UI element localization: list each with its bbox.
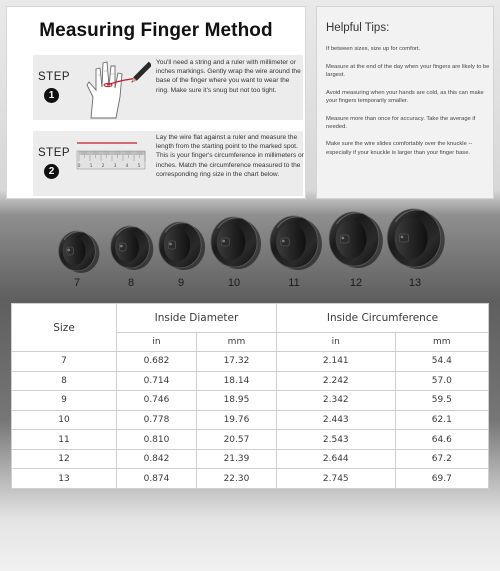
circumference-in-cell: 2.644 <box>276 449 395 469</box>
size-cell: 7 <box>12 352 117 372</box>
table-row <box>12 469 489 489</box>
circumference-mm-cell: 62.1 <box>395 410 488 430</box>
smart-ring-9 <box>159 222 205 270</box>
table-row <box>12 371 489 391</box>
circumference-in-cell: 2.443 <box>276 410 395 430</box>
size-cell: 12 <box>12 449 117 469</box>
step-2-row <box>33 131 303 196</box>
ring-size-label: 13 <box>408 277 422 289</box>
circumference-mm-cell: 64.6 <box>395 430 488 450</box>
tip-item: Make sure the wire slides comfortably over the knuckle --especially if your knuckle is larger than your finger base. <box>326 141 473 156</box>
tip-item: Measure at the end of the day when your fingers are likely to be largest. <box>326 63 490 78</box>
step-1-row <box>33 55 303 120</box>
ring-size-label: 10 <box>227 277 241 289</box>
diameter-in-cell: 0.874 <box>117 469 197 489</box>
diameter-in-header: in <box>117 333 197 352</box>
circumference-in-cell: 2.242 <box>276 371 395 391</box>
size-cell: 13 <box>12 469 117 489</box>
ruler-with-string-icon <box>75 137 147 177</box>
circumference-mm-cell: 59.5 <box>395 391 488 411</box>
circumference-in-cell: 2.342 <box>276 391 395 411</box>
diameter-in-cell: 0.810 <box>117 430 197 450</box>
table-row <box>12 391 489 411</box>
smart-ring-10 <box>211 217 261 269</box>
size-cell: 9 <box>12 391 117 411</box>
table-row <box>12 352 489 372</box>
circumference-mm-cell: 69.7 <box>395 469 488 489</box>
tip-item: If between sizes, size up for comfort. <box>326 46 421 52</box>
measuring-title: Measuring Finger Method <box>39 20 273 41</box>
ruler-number-4: 4 <box>125 164 129 169</box>
circumference-in-cell: 2.141 <box>276 352 395 372</box>
diameter-in-cell: 0.842 <box>117 449 197 469</box>
ring-size-label: 9 <box>177 277 185 289</box>
diameter-mm-cell: 18.95 <box>196 391 276 411</box>
circumference-mm-cell: 54.4 <box>395 352 488 372</box>
ruler-number-1: 1 <box>89 164 93 169</box>
inside-circumference-header: Inside Circumference <box>276 304 488 333</box>
table-row <box>12 410 489 430</box>
diameter-mm-cell: 20.57 <box>196 430 276 450</box>
diameter-in-cell: 0.778 <box>117 410 197 430</box>
circumference-mm-cell: 67.2 <box>395 449 488 469</box>
size-cell: 8 <box>12 371 117 391</box>
step-1-text: You'll need a string and a ruler with millimeter or inches markings. Gently wrap the wire around the base of the finger where you want to wear the ring. Make sure it's snug but not too tight. <box>156 59 301 94</box>
ring-size-label: 8 <box>127 277 135 289</box>
tips-list <box>326 45 490 166</box>
step-2-number: 2 <box>44 164 59 179</box>
circumference-in-header: in <box>276 333 395 352</box>
ruler-number-2: 2 <box>101 164 105 169</box>
measuring-method-card <box>6 6 306 199</box>
ruler-number-3: 3 <box>113 164 117 169</box>
diameter-mm-cell: 17.32 <box>196 352 276 372</box>
diameter-in-cell: 0.682 <box>117 352 197 372</box>
ring-size-label: 7 <box>73 277 81 289</box>
ruler-number-5: 5 <box>137 164 141 169</box>
diameter-mm-cell: 19.76 <box>196 410 276 430</box>
diameter-mm-cell: 21.39 <box>196 449 276 469</box>
ruler-number-0: 0 <box>77 164 81 169</box>
diameter-in-cell: 0.746 <box>117 391 197 411</box>
smart-ring-7 <box>59 231 100 273</box>
size-cell: 11 <box>12 430 117 450</box>
ring-size-label: 12 <box>349 277 363 289</box>
size-column-header: Size <box>12 304 117 352</box>
circumference-mm-cell: 57.0 <box>395 371 488 391</box>
ring-size-label: 11 <box>288 277 300 289</box>
size-cell: 10 <box>12 410 117 430</box>
table-row <box>12 430 489 450</box>
tip-item: Measure more than once for accuracy. Take the average if needed. <box>326 115 476 130</box>
circumference-mm-header: mm <box>395 333 488 352</box>
circumference-in-cell: 2.543 <box>276 430 395 450</box>
smart-ring-13 <box>387 209 444 269</box>
tips-title: Helpful Tips: <box>326 22 390 34</box>
smart-ring-11 <box>270 216 322 270</box>
diameter-mm-cell: 22.30 <box>196 469 276 489</box>
table-row <box>12 449 489 469</box>
step-1-label: STEP <box>38 71 71 83</box>
ring-size-table <box>11 303 489 489</box>
smart-ring-12 <box>329 212 383 268</box>
diameter-mm-header: mm <box>196 333 276 352</box>
step-1-number: 1 <box>44 88 59 103</box>
diameter-in-cell: 0.714 <box>117 371 197 391</box>
helpful-tips-card <box>316 6 494 199</box>
hand-with-string-and-pen-icon <box>79 55 151 120</box>
diameter-mm-cell: 18.14 <box>196 371 276 391</box>
circumference-in-cell: 2.745 <box>276 469 395 489</box>
step-2-label: STEP <box>38 147 71 159</box>
smart-ring-8 <box>111 226 154 270</box>
inside-diameter-header: Inside Diameter <box>117 304 277 333</box>
tip-item: Avoid measuring when your hands are cold, as this can make your fingers temporarily smaller. <box>326 89 484 104</box>
step-2-text: Lay the wire flat against a ruler and measure the length from the starting point to the marked spot. This is your finger's circumference in millimeters or inches. Match the circumference measured to the corresponding ring size in the chart below. <box>156 134 304 178</box>
